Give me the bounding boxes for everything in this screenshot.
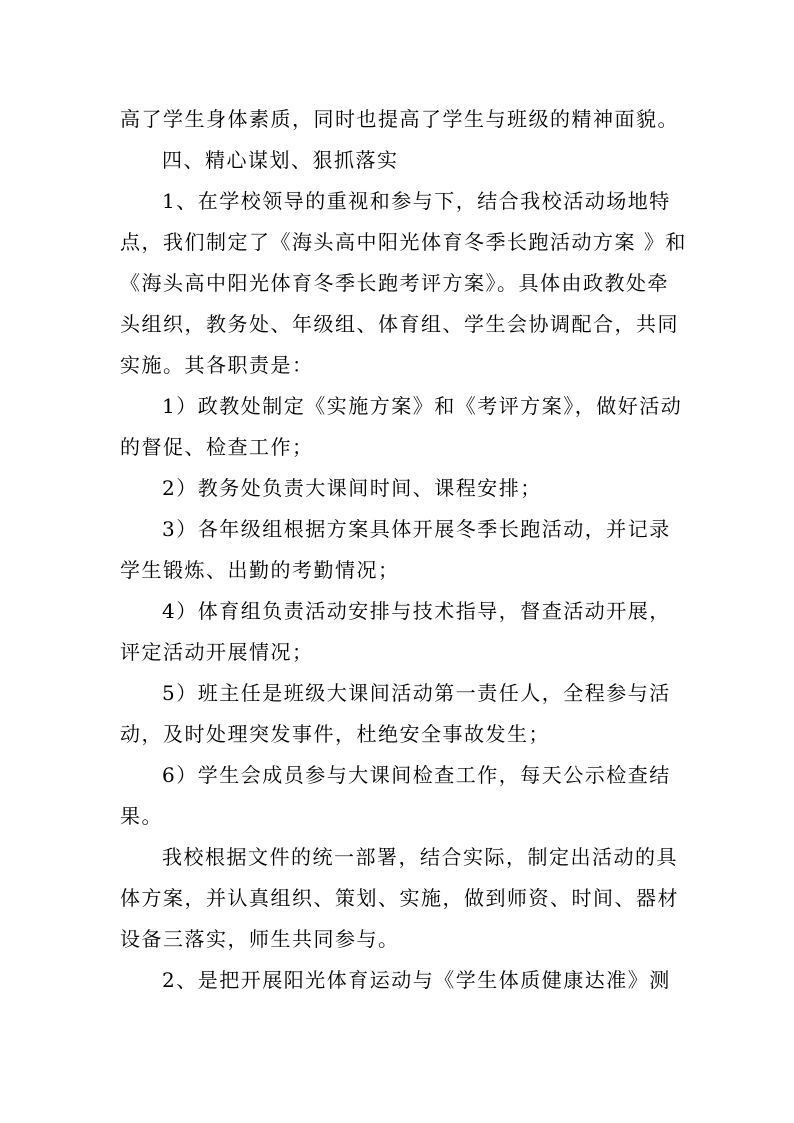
paragraph-duty-3	[120, 509, 680, 591]
section-heading	[120, 140, 680, 181]
paragraph-duty-5	[120, 673, 680, 755]
paragraph-duty-1	[120, 386, 683, 468]
paragraph-item-2	[120, 960, 680, 1001]
text-line: 1）政教处制定《实施方案》和《考评方案》，做好活动	[162, 394, 683, 418]
paragraph-item-1	[120, 181, 687, 386]
text-line: 实施。其各职责是：	[120, 353, 314, 377]
text-line: 学生锻炼、出勤的考勤情况；	[120, 558, 400, 582]
text-line: 评定活动开展情况；	[120, 640, 314, 664]
text-line: 点，我们制定了《海头高中阳光体育冬季长跑活动方案 》和	[120, 230, 687, 254]
document-body	[120, 99, 687, 1001]
paragraph-duty-4	[120, 591, 680, 673]
text-line: 的督促、检查工作；	[120, 435, 314, 459]
text-line: 2、是把开展阳光体育运动与《学生体质健康达准》测	[162, 968, 671, 992]
paragraph-body-continued	[120, 99, 680, 140]
text-line: 果。	[120, 804, 163, 828]
text-line: 我校根据文件的统一部署，结合实际，制定出活动的具	[162, 845, 678, 869]
text-line: 1、在学校领导的重视和参与下，结合我校活动场地特	[162, 189, 671, 213]
paragraph-duty-2	[120, 468, 680, 509]
text-line: 5）班主任是班级大课间活动第一责任人，全程参与活	[162, 681, 671, 705]
text-line: 6）学生会成员参与大课间检查工作，每天公示检查结	[162, 763, 671, 787]
text-line: 高了学生身体素质，同时也提高了学生与班级的精神面貌。	[120, 107, 679, 131]
text-line: 体方案，并认真组织、策划、实施，做到师资、时间、器材	[120, 886, 679, 910]
paragraph-summary	[120, 837, 680, 960]
text-line: 设备三落实，师生共同参与。	[120, 927, 400, 951]
text-line: 动，及时处理突发事件，杜绝安全事故发生；	[120, 722, 550, 746]
text-line: 《海头高中阳光体育冬季长跑考评方案》。具体由政教处牵	[120, 271, 669, 295]
text-line: 3）各年级组根据方案具体开展冬季长跑活动，并记录	[162, 517, 671, 541]
text-line: 2）教务处负责大课间时间、课程安排；	[162, 476, 542, 500]
text-line: 4）体育组负责活动安排与技术指导，督查活动开展，	[162, 599, 671, 623]
text-line: 四、精心谋划、狠抓落实	[162, 148, 399, 172]
text-line: 头组织，教务处、年级组、体育组、学生会协调配合，共同	[120, 312, 679, 336]
paragraph-duty-6	[120, 755, 680, 837]
